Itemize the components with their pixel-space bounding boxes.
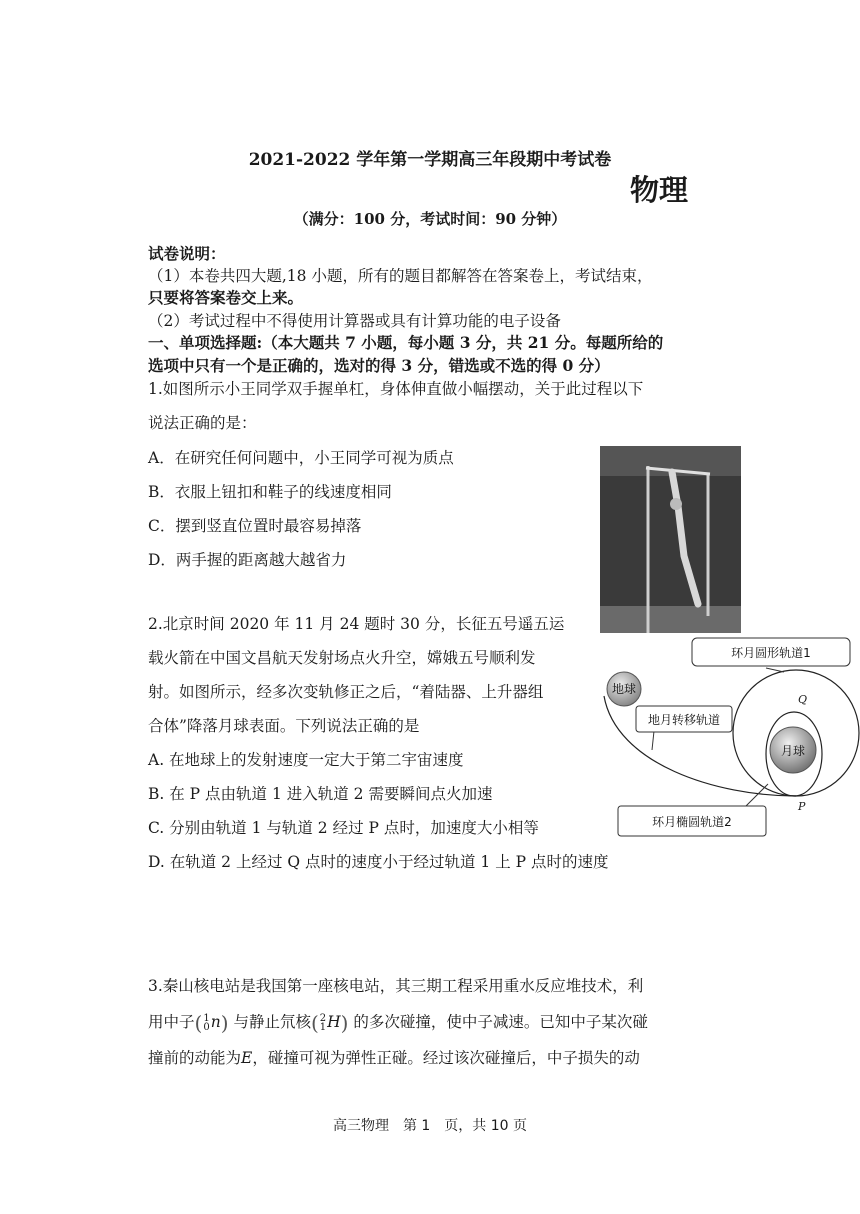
- q1-option-c: C．摆到竖直位置时最容易掉落: [148, 517, 362, 535]
- neutron-symbol: n: [210, 1013, 221, 1031]
- section1-heading-cont: 选项中只有一个是正确的，选对的得 3 分，错选或不选的得 0 分）: [148, 356, 610, 375]
- q1-option-d: D．两手握的距离越大越省力: [148, 551, 347, 569]
- exam-info: （满分：100 分，考试时间：90 分钟）: [293, 210, 567, 228]
- energy-symbol: E: [241, 1049, 253, 1067]
- subject-title: 物理: [630, 173, 689, 207]
- neutron-mass-number: 1: [203, 1013, 210, 1024]
- exam-title: 2021-2022 学年第一学期高三年段期中考试卷: [248, 150, 612, 170]
- instruction-2: （2）考试过程中不得使用计算器或具有计算功能的电子设备: [148, 312, 561, 330]
- q2-option-a: A. 在地球上的发射速度一定大于第二宇宙速度: [148, 751, 464, 769]
- q1-option-b: B．衣服上钮扣和鞋子的线速度相同: [148, 483, 392, 501]
- earth-label: 地球: [611, 682, 637, 696]
- q2-option-c: C. 分别由轨道 1 与轨道 2 经过 P 点时，加速度大小相等: [148, 819, 539, 837]
- q2-stem-3: 射。如图所示，经多次变轨修正之后，“着陆器、上升器组: [148, 683, 544, 701]
- moon-label: 月球: [780, 744, 806, 758]
- orbit-1-label: 环月圆形轨道1: [731, 646, 811, 660]
- q2-option-b: B. 在 P 点由轨道 1 进入轨道 2 需要瞬间点火加速: [148, 785, 493, 803]
- section1-heading: 一、单项选择题:（本大题共 7 小题，每小题 3 分，共 21 分。每题所给的: [148, 333, 664, 352]
- deuteron-isotope: [320, 1014, 326, 1032]
- q3-line-1: 3.秦山核电站是我国第一座核电站，其三期工程采用重水反应堆技术，利: [148, 977, 644, 995]
- q2-option-d: D. 在轨道 2 上经过 Q 点时的速度小于经过轨道 1 上 P 点时的速度: [148, 853, 609, 871]
- instruction-1: （1）本卷共四大题,18 小题，所有的题目都解答在答案卷上，考试结束，: [148, 267, 653, 285]
- orbit-2-label: 环月椭圆轨道2: [652, 815, 732, 829]
- instruction-1-cont: 只要将答案卷交上来。: [148, 288, 304, 307]
- q3-line-3-text-a: 撞前的动能为: [148, 1049, 242, 1067]
- q1-stem: 1.如图所示小王同学双手握单杠，身体伸直做小幅摆动，关于此过程以下: [148, 380, 644, 398]
- neutron-isotope: [203, 1014, 209, 1032]
- q2-stem-4: 合体”降落月球表面。下列说法正确的是: [148, 717, 420, 735]
- gymnast-photo: [600, 446, 741, 633]
- q3-line-2-text-b: 与静止氘核: [233, 1013, 311, 1031]
- point-p-label: P: [798, 800, 806, 813]
- deuteron-mass-number: 2: [319, 1013, 327, 1024]
- transfer-label: 地月转移轨道: [647, 713, 721, 727]
- neutron-charge-number: 0: [203, 1022, 210, 1033]
- q2-stem-1: 2.北京时间 2020 年 11 月 24 题时 30 分，长征五号遥五运: [148, 615, 565, 633]
- q1-stem-cont: 说法正确的是：: [148, 414, 257, 432]
- point-q-label: Q: [798, 693, 808, 706]
- instructions-heading: 试卷说明：: [148, 244, 226, 263]
- q2-stem-2: 载火箭在中国文昌航天发射场点火升空，嫦娥五号顺利发: [148, 649, 536, 667]
- q1-option-a: A．在研究任何问题中，小王同学可视为质点: [148, 449, 454, 467]
- deuteron-symbol: H: [327, 1013, 341, 1031]
- orbit-diagram: [596, 634, 860, 840]
- deuteron-charge-number: 1: [319, 1022, 327, 1033]
- q3-line-3: [148, 1046, 640, 1068]
- q3-line-2-text-a: 用中子: [148, 1013, 195, 1031]
- q3-line-2-text-c: 的多次碰撞，使中子减速。已知中子某次碰: [353, 1013, 648, 1031]
- q3-line-3-text-b: ，碰撞可视为弹性正碰。经过该次碰撞后，中子损失的动: [252, 1049, 640, 1067]
- page-footer: 高三物理 第 1 页，共 10 页: [332, 1118, 528, 1134]
- q3-line-2: 用中子(1 0n) 与静止氘核(2 1H) 的多次碰撞，使中子减速。已知中子某次碰: [148, 1011, 648, 1035]
